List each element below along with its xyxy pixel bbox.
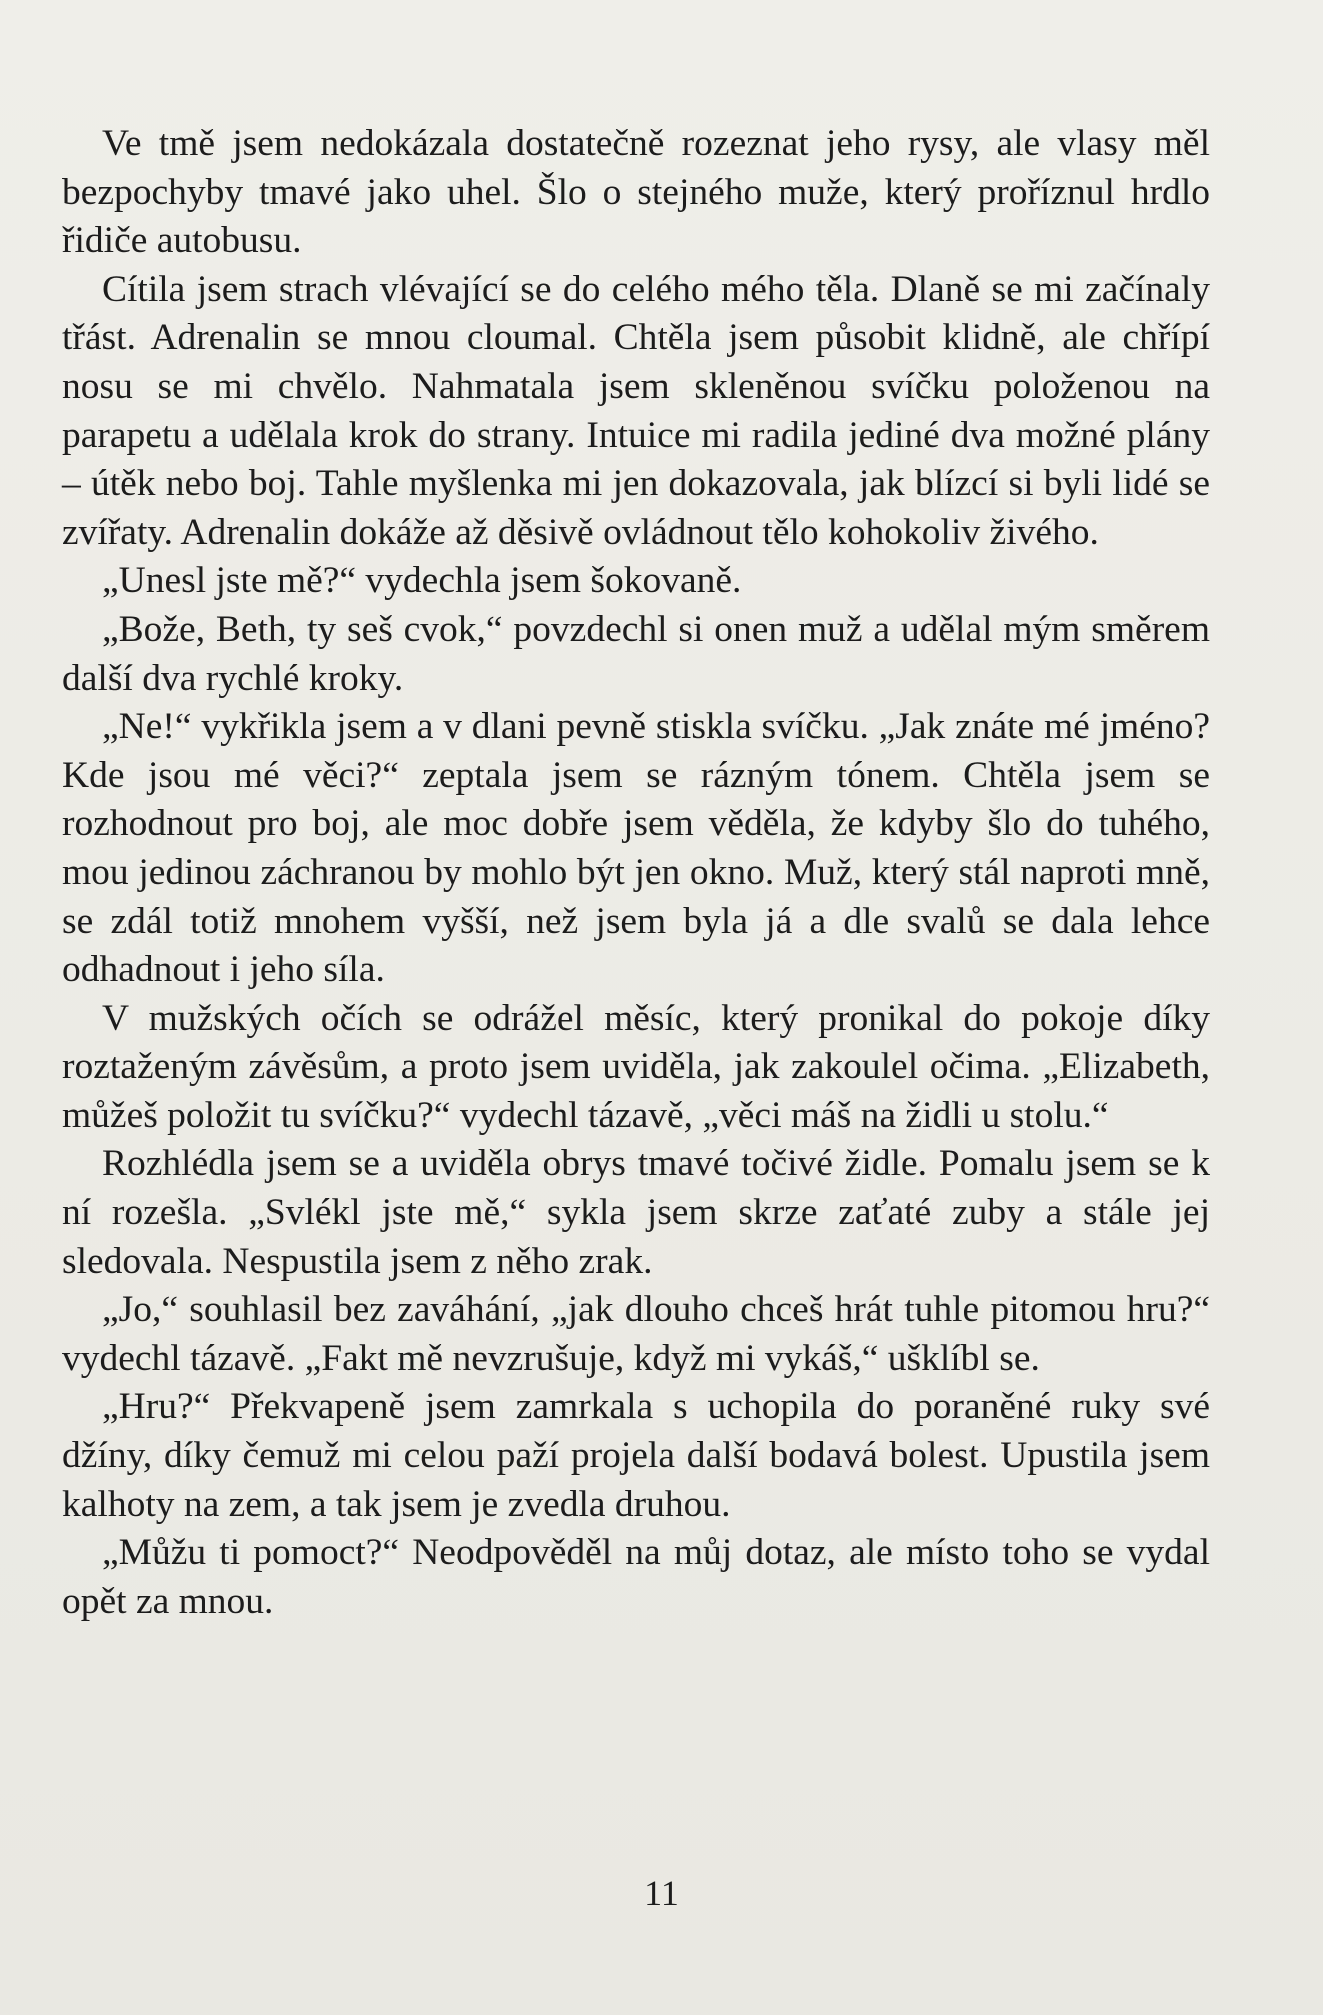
page-number: 11 — [644, 1873, 679, 1913]
body-text — [62, 120, 1210, 1626]
paragraph-9: „Hru?“ Překvapeně jsem zamrkala s uchopila do poraněné ruky své džíny, díky čemuž mi celou paží projela další bodavá bolest. Upustila jsem kalhoty na zem, a tak jsem je zvedla druhou. — [62, 1386, 1210, 1525]
paragraph-3: „Unesl jste mě?“ vydechla jsem šokovaně. — [102, 560, 742, 602]
paragraph-10: „Můžu ti pomoct?“ Neodpověděl na můj dotaz, ale místo toho se vydal opět za mnou. — [62, 1532, 1210, 1622]
paragraph-1: Ve tmě jsem nedokázala dostatečně rozeznat jeho rysy, ale vlasy měl bezpochyby tmavé jako uhel. Šlo o stejného muže, který proříznul hrdlo řidiče autobusu. — [62, 123, 1210, 262]
paragraph-8: „Jo,“ souhlasil bez zaváhání, „jak dlouho chceš hrát tuhle pitomou hru?“ vydechl tázavě. „Fakt mě nevzrušuje, když mi vykáš,“ ušklíbl se. — [62, 1289, 1210, 1379]
paragraph-2: Cítila jsem strach vlévající se do celého mého těla. Dlaně se mi začínaly třást. Adrenalin se mnou cloumal. Chtěla jsem působit klidně, ale chřípí nosu se mi chvělo. Nahmatala jsem skleněnou svíčku položenou na parapetu a udělala krok do strany. Intuice mi radila jediné dva možné plány – útěk nebo boj. Tahle myšlenka mi jen dokazovala, jak blízcí si byli lidé se zvířaty. Adrenalin dokáže až děsivě ovládnout tělo kohokoliv živého. — [62, 268, 1210, 553]
paragraph-6: V mužských očích se odrážel měsíc, který pronikal do pokoje díky roztaženým závěsům, a proto jsem uviděla, jak zakoulel očima. „Elizabeth, můžeš položit tu svíčku?“ vydechl tázavě, „věci máš na židli u stolu.“ — [62, 997, 1210, 1136]
paragraph-7: Rozhlédla jsem se a uviděla obrys tmavé točivé židle. Pomalu jsem se k ní rozešla. „Svlékl jste mě,“ sykla jsem skrze zaťaté zuby a stále jej sledovala. Nespustila jsem z něho zrak. — [62, 1143, 1210, 1282]
paragraph-5: „Ne!“ vykřikla jsem a v dlani pevně stiskla svíčku. „Jak znáte mé jméno? Kde jsou mé věci?“ zeptala jsem se rázným tónem. Chtěla jsem se rozhodnout pro boj, ale moc dobře jsem věděla, že kdyby šlo do tuhého, mou jedinou záchranou by mohlo být jen okno. Muž, který stál naproti mně, se zdál totiž mnohem vyšší, než jsem byla já a dle svalů se dala lehce odhadnout i jeho síla. — [62, 706, 1210, 991]
paragraph-4: „Bože, Beth, ty seš cvok,“ povzdechl si onen muž a udělal mým směrem další dva rychlé kroky. — [62, 608, 1210, 699]
